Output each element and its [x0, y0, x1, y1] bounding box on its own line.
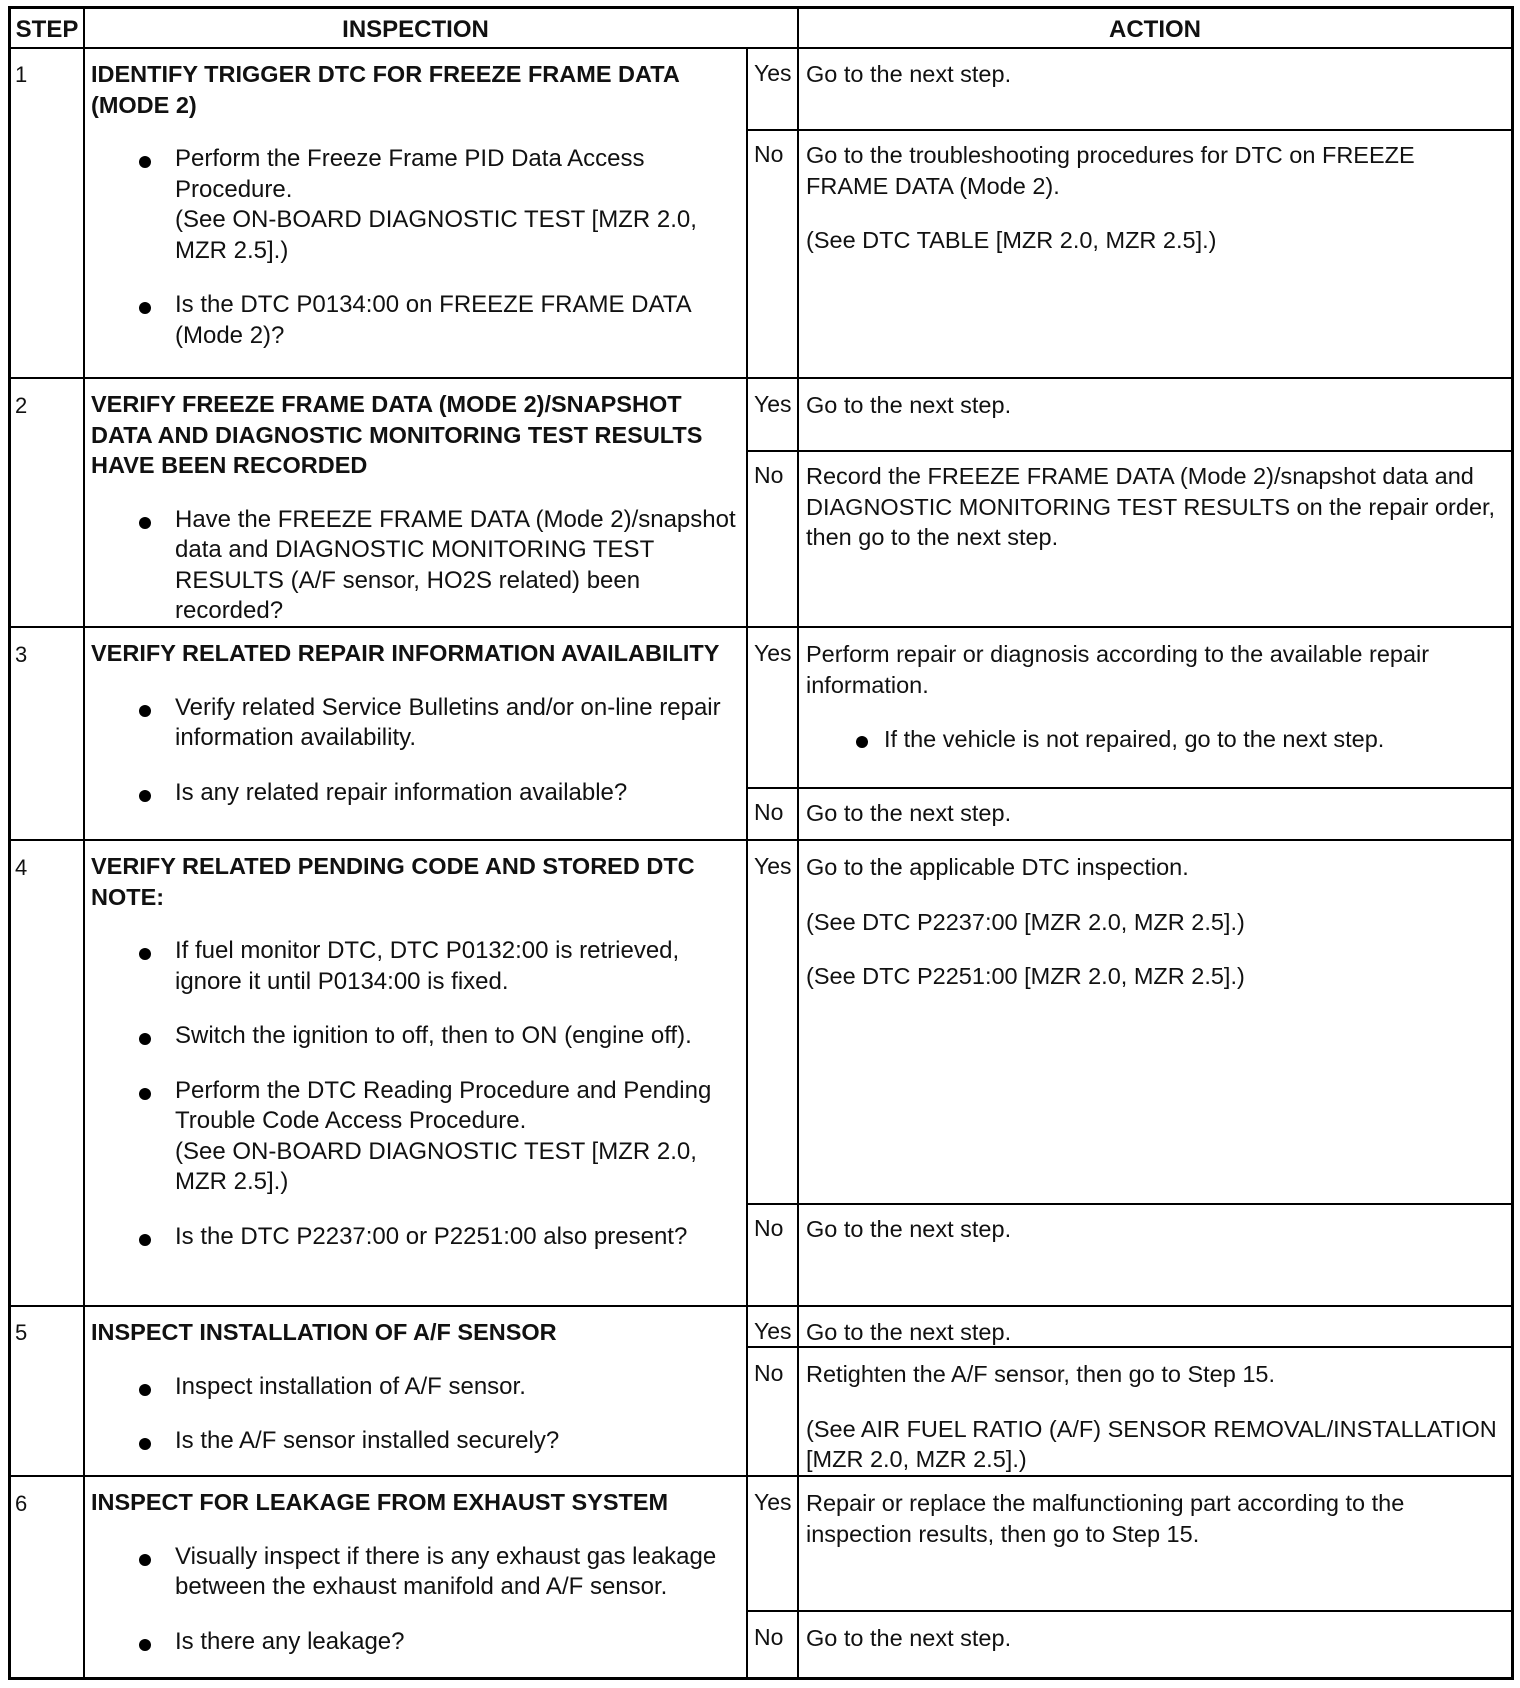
yes-no-divider	[746, 1203, 1511, 1205]
inspection-bullet: If fuel monitor DTC, DTC P0132:00 is retrieved, ignore it until P0134:00 is fixed.	[91, 936, 747, 997]
row-divider	[11, 1475, 1511, 1477]
step-3-inspection	[91, 638, 741, 808]
inspection-bullet: Verify related Service Bulletins and/or on-line repair information availability.	[91, 693, 741, 754]
step-6-yes-action	[806, 1488, 1501, 1549]
step-number: 3	[15, 642, 28, 667]
step-title: VERIFY FREEZE FRAME DATA (MODE 2)/SNAPSHOT DATA AND DIAGNOSTIC MONITORING TEST RESULTS HAVE BEEN RECORDED	[91, 391, 703, 478]
yes-label: Yes	[754, 391, 792, 417]
step-number: 2	[15, 393, 28, 418]
inspection-question: Is the DTC P2237:00 or P2251:00 also present?	[91, 1222, 747, 1253]
inspection-bullet: Perform the Freeze Frame PID Data Access Procedure.	[91, 144, 741, 205]
action-reference: (See DTC TABLE [MZR 2.0, MZR 2.5].)	[806, 227, 1217, 253]
inspection-bullet: Inspect installation of A/F sensor.	[91, 1372, 741, 1403]
header-inspection: INSPECTION	[342, 16, 489, 43]
header-step: STEP	[15, 16, 79, 43]
step-2-no-action	[806, 461, 1501, 553]
inspection-question: Have the FREEZE FRAME DATA (Mode 2)/snapshot data and DIAGNOSTIC MONITORING TEST RESULTS (A/F sensor, HO2S related) been recorded?	[91, 505, 741, 627]
inspection-bullet: Switch the ignition to off, then to ON (engine off).	[91, 1021, 747, 1052]
step-4-inspection	[91, 851, 747, 1252]
inspection-question: Is the DTC P0134:00 on FREEZE FRAME DATA (Mode 2)?	[91, 290, 741, 351]
diagnostic-table	[8, 6, 1514, 1680]
step-4-no-action	[806, 1214, 1501, 1245]
row-divider	[11, 1305, 1511, 1307]
action-text: Repair or replace the malfunctioning part according to the inspection results, then go to Step 15.	[806, 1490, 1405, 1547]
yes-label: Yes	[754, 853, 792, 879]
no-label: No	[754, 1215, 784, 1241]
step-6-no-action	[806, 1623, 1501, 1654]
action-text: Go to the troubleshooting procedures for DTC on FREEZE FRAME DATA (Mode 2).	[806, 142, 1415, 199]
step-5-inspection	[91, 1317, 741, 1457]
header-divider	[11, 47, 1511, 49]
no-label: No	[754, 799, 784, 825]
yes-label: Yes	[754, 1318, 792, 1344]
action-text: Go to the next step.	[806, 1216, 1012, 1242]
step-title: IDENTIFY TRIGGER DTC FOR FREEZE FRAME DATA (MODE 2)	[91, 61, 679, 118]
step-3-yes-action	[806, 639, 1501, 755]
header-action: ACTION	[1109, 16, 1201, 43]
yes-no-divider	[746, 1610, 1511, 1612]
action-text: Perform repair or diagnosis according to the available repair information.	[806, 641, 1430, 698]
action-text: Go to the next step.	[806, 800, 1012, 826]
row-divider	[11, 377, 1511, 379]
action-reference: (See DTC P2237:00 [MZR 2.0, MZR 2.5].)	[806, 908, 1245, 935]
inspection-reference: (See ON-BOARD DIAGNOSTIC TEST [MZR 2.0, MZR 2.5].)	[175, 1137, 697, 1195]
step-title: INSPECT FOR LEAKAGE FROM EXHAUST SYSTEM	[91, 1489, 669, 1515]
step-1-inspection	[91, 59, 741, 351]
action-text: Record the FREEZE FRAME DATA (Mode 2)/snapshot data and DIAGNOSTIC MONITORING TEST RESULTS on the repair order, then go to the next step.	[806, 463, 1496, 550]
action-text: Go to the next step.	[806, 1319, 1012, 1345]
step-3-no-action	[806, 798, 1501, 829]
step-title: VERIFY RELATED REPAIR INFORMATION AVAILABILITY	[91, 640, 720, 666]
step-2-inspection	[91, 389, 741, 627]
inspection-question: Is any related repair information available?	[91, 778, 741, 809]
action-bullet: If the vehicle is not repaired, go to the next step.	[806, 724, 1501, 755]
action-reference: (See DTC P2251:00 [MZR 2.0, MZR 2.5].)	[806, 963, 1245, 989]
inspection-bullet: Visually inspect if there is any exhaust gas leakage between the exhaust manifold and A/F sensor.	[91, 1542, 741, 1603]
inspection-reference: (See ON-BOARD DIAGNOSTIC TEST [MZR 2.0, MZR 2.5].)	[175, 206, 697, 264]
step-1-yes-action	[806, 59, 1501, 90]
step-6-inspection	[91, 1487, 741, 1657]
step-5-no-action	[806, 1359, 1501, 1475]
col-divider-yesno	[797, 9, 799, 1677]
yes-label: Yes	[754, 640, 792, 666]
step-number: 6	[15, 1491, 28, 1516]
step-number: 1	[15, 62, 28, 87]
inspection-question: Is there any leakage?	[91, 1627, 741, 1658]
yes-label: Yes	[754, 1489, 792, 1515]
action-text: Go to the next step.	[806, 392, 1012, 418]
inspection-bullet: Perform the DTC Reading Procedure and Pending Trouble Code Access Procedure.	[91, 1076, 747, 1137]
step-5-yes-action	[806, 1317, 1501, 1348]
step-4-yes-action	[806, 852, 1501, 992]
no-label: No	[754, 1624, 784, 1650]
no-label: No	[754, 462, 784, 488]
step-2-yes-action	[806, 390, 1501, 421]
col-divider-step	[83, 9, 85, 1677]
step-1-no-action	[806, 140, 1501, 256]
action-text: Retighten the A/F sensor, then go to Step 15.	[806, 1361, 1276, 1387]
yes-no-divider	[746, 787, 1511, 789]
no-label: No	[754, 1360, 784, 1386]
no-label: No	[754, 141, 784, 167]
step-number: 5	[15, 1320, 28, 1345]
step-title: INSPECT INSTALLATION OF A/F SENSOR	[91, 1319, 557, 1345]
step-number: 4	[15, 855, 28, 880]
yes-label: Yes	[754, 60, 792, 86]
row-divider	[11, 839, 1511, 841]
note-label: NOTE:	[91, 883, 165, 910]
action-text: Go to the next step.	[806, 61, 1012, 87]
inspection-question: Is the A/F sensor installed securely?	[91, 1426, 741, 1457]
action-text: Go to the applicable DTC inspection.	[806, 854, 1189, 880]
action-text: Go to the next step.	[806, 1625, 1012, 1651]
step-title: VERIFY RELATED PENDING CODE AND STORED DTC	[91, 853, 695, 879]
yes-no-divider	[746, 450, 1511, 452]
yes-no-divider	[746, 129, 1511, 131]
action-reference: (See AIR FUEL RATIO (A/F) SENSOR REMOVAL/INSTALLATION [MZR 2.0, MZR 2.5].)	[806, 1415, 1497, 1472]
